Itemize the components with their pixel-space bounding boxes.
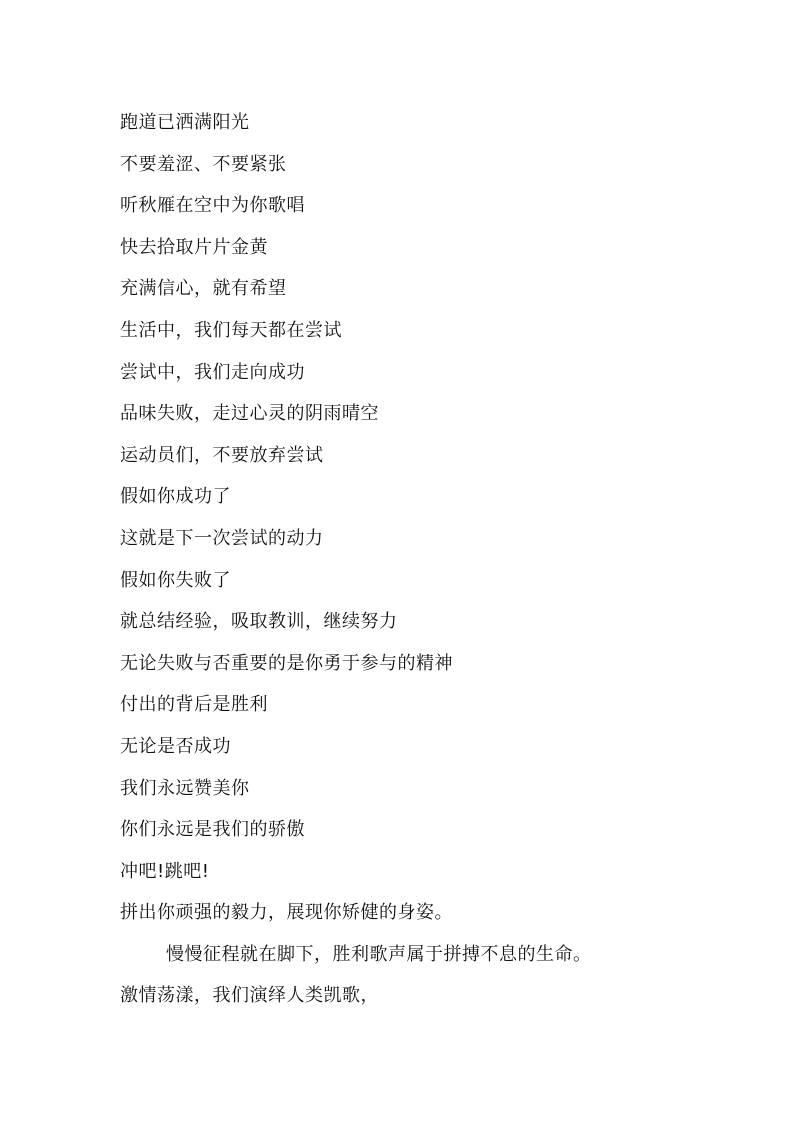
text-line: 运动员们，不要放弃尝试 (120, 444, 324, 466)
text-line: 假如你成功了 (120, 486, 231, 508)
text-line: 假如你失败了 (120, 569, 231, 591)
text-line: 快去拾取片片金黄 (120, 236, 268, 258)
text-line: 听秋雁在空中为你歌唱 (120, 195, 305, 217)
text-line: 品味失败，走过心灵的阴雨晴空 (120, 403, 379, 425)
text-line: 你们永远是我们的骄傲 (120, 819, 305, 841)
text-line: 付出的背后是胜利 (120, 694, 268, 716)
text-line: 无论是否成功 (120, 735, 231, 757)
text-line: 充满信心，就有希望 (120, 278, 287, 300)
text-line-indented: 慢慢征程就在脚下，胜利歌声属于拼搏不息的生命。 (166, 943, 592, 965)
text-line: 跑道已洒满阳光 (120, 112, 250, 133)
text-line: 就总结经验，吸取教训，继续努力 (120, 611, 398, 633)
text-line: 不要羞涩、不要紧张 (120, 153, 287, 175)
text-line: 生活中，我们每天都在尝试 (120, 319, 342, 341)
text-line: 无论失败与否重要的是你勇于参与的精神 (120, 652, 453, 674)
text-line: 拼出你顽强的毅力，展现你矫健的身姿。 (120, 902, 453, 924)
poem-text (120, 102, 720, 1017)
text-line: 激情荡漾，我们演绎人类凯歌， (120, 985, 379, 1007)
text-line: 这就是下一次尝试的动力 (120, 527, 324, 549)
text-line: 我们永远赞美你 (120, 777, 250, 799)
text-line: 尝试中，我们走向成功 (120, 361, 305, 383)
text-line: 冲吧!跳吧! (120, 860, 210, 882)
